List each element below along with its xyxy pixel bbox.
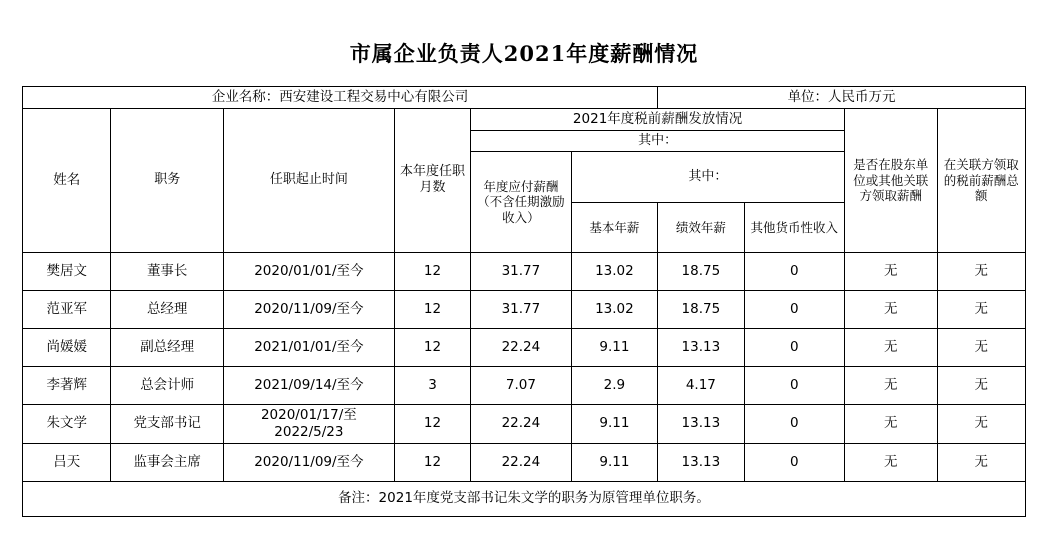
cell-name: 朱文学 (23, 405, 111, 444)
cell-from-shareholder: 无 (845, 291, 937, 329)
cell-other-money-income: 0 (744, 443, 844, 481)
info-bar-row (23, 87, 1026, 109)
cell-payable: 22.24 (471, 443, 571, 481)
cell-base-salary: 9.11 (571, 329, 657, 367)
cell-months: 12 (394, 405, 470, 444)
cell-name: 李著辉 (23, 367, 111, 405)
cell-performance-salary: 13.13 (658, 405, 744, 444)
cell-related-party-total: 无 (937, 291, 1026, 329)
cell-other-money-income: 0 (744, 253, 844, 291)
cell-name: 吕天 (23, 443, 111, 481)
cell-from-shareholder: 无 (845, 329, 937, 367)
cell-base-salary: 13.02 (571, 291, 657, 329)
table-row (23, 253, 1026, 291)
cell-term: 2020/11/09/至今 (223, 443, 394, 481)
cell-term: 2021/09/14/至今 (223, 367, 394, 405)
cell-other-money-income: 0 (744, 405, 844, 444)
table-row (23, 405, 1026, 444)
cell-base-salary: 13.02 (571, 253, 657, 291)
cell-position: 监事会主席 (111, 443, 224, 481)
cell-term: 2021/01/01/至今 (223, 329, 394, 367)
cell-term: 2020/11/09/至今 (223, 291, 394, 329)
cell-position: 董事长 (111, 253, 224, 291)
cell-base-salary: 2.9 (571, 367, 657, 405)
cell-name: 尚媛媛 (23, 329, 111, 367)
note-row (23, 481, 1026, 516)
cell-months: 12 (394, 443, 470, 481)
header-performance-salary: 绩效年薪 (658, 203, 744, 253)
cell-from-shareholder: 无 (845, 443, 937, 481)
table-row (23, 291, 1026, 329)
header-sub-label-2: 其中： (571, 152, 844, 203)
cell-base-salary: 9.11 (571, 405, 657, 444)
cell-term: 2020/01/17/至2022/5/23 (223, 405, 394, 444)
cell-related-party-total: 无 (937, 329, 1026, 367)
cell-other-money-income: 0 (744, 329, 844, 367)
cell-payable: 7.07 (471, 367, 571, 405)
cell-months: 12 (394, 253, 470, 291)
header-base-salary: 基本年薪 (571, 203, 657, 253)
cell-performance-salary: 4.17 (658, 367, 744, 405)
table-row (23, 443, 1026, 481)
header-group-pretax: 2021年度税前薪酬发放情况 (471, 108, 845, 130)
table-note: 备注：2021年度党支部书记朱文学的职务为原管理单位职务。 (23, 481, 1026, 516)
header-months: 本年度任职月数 (394, 108, 470, 252)
cell-position: 副总经理 (111, 329, 224, 367)
cell-payable: 31.77 (471, 291, 571, 329)
cell-months: 12 (394, 291, 470, 329)
header-sub-label-1: 其中： (471, 130, 845, 151)
header-payable: 年度应付薪酬（不含任期激励收入） (471, 152, 571, 253)
cell-payable: 22.24 (471, 329, 571, 367)
header-from-shareholder: 是否在股东单位或其他关联方领取薪酬 (845, 108, 937, 252)
cell-performance-salary: 13.13 (658, 443, 744, 481)
cell-payable: 31.77 (471, 253, 571, 291)
cell-from-shareholder: 无 (845, 367, 937, 405)
cell-other-money-income: 0 (744, 367, 844, 405)
header-position: 职务 (111, 108, 224, 252)
cell-position: 总经理 (111, 291, 224, 329)
salary-table (22, 86, 1026, 517)
cell-name: 范亚军 (23, 291, 111, 329)
header-term: 任职起止时间 (223, 108, 394, 252)
header-related-party-total: 在关联方领取的税前薪酬总额 (937, 108, 1026, 252)
cell-position: 总会计师 (111, 367, 224, 405)
page-title: 市属企业负责人2021年度薪酬情况 (349, 41, 699, 66)
header-row-1 (23, 108, 1026, 130)
cell-from-shareholder: 无 (845, 405, 937, 444)
cell-base-salary: 9.11 (571, 443, 657, 481)
cell-related-party-total: 无 (937, 253, 1026, 291)
cell-position: 党支部书记 (111, 405, 224, 444)
cell-other-money-income: 0 (744, 291, 844, 329)
table-row (23, 367, 1026, 405)
unit-label: 单位：人民币万元 (658, 87, 1026, 109)
header-name: 姓名 (23, 108, 111, 252)
header-other-money-income: 其他货币性收入 (744, 203, 844, 253)
cell-performance-salary: 13.13 (658, 329, 744, 367)
cell-months: 12 (394, 329, 470, 367)
salary-table-container (0, 86, 1048, 517)
cell-performance-salary: 18.75 (658, 253, 744, 291)
cell-related-party-total: 无 (937, 367, 1026, 405)
cell-performance-salary: 18.75 (658, 291, 744, 329)
company-name-label: 企业名称：西安建设工程交易中心有限公司 (23, 87, 658, 109)
cell-related-party-total: 无 (937, 405, 1026, 444)
cell-name: 樊居文 (23, 253, 111, 291)
cell-related-party-total: 无 (937, 443, 1026, 481)
table-row (23, 329, 1026, 367)
cell-from-shareholder: 无 (845, 253, 937, 291)
cell-term: 2020/01/01/至今 (223, 253, 394, 291)
cell-payable: 22.24 (471, 405, 571, 444)
cell-months: 3 (394, 367, 470, 405)
